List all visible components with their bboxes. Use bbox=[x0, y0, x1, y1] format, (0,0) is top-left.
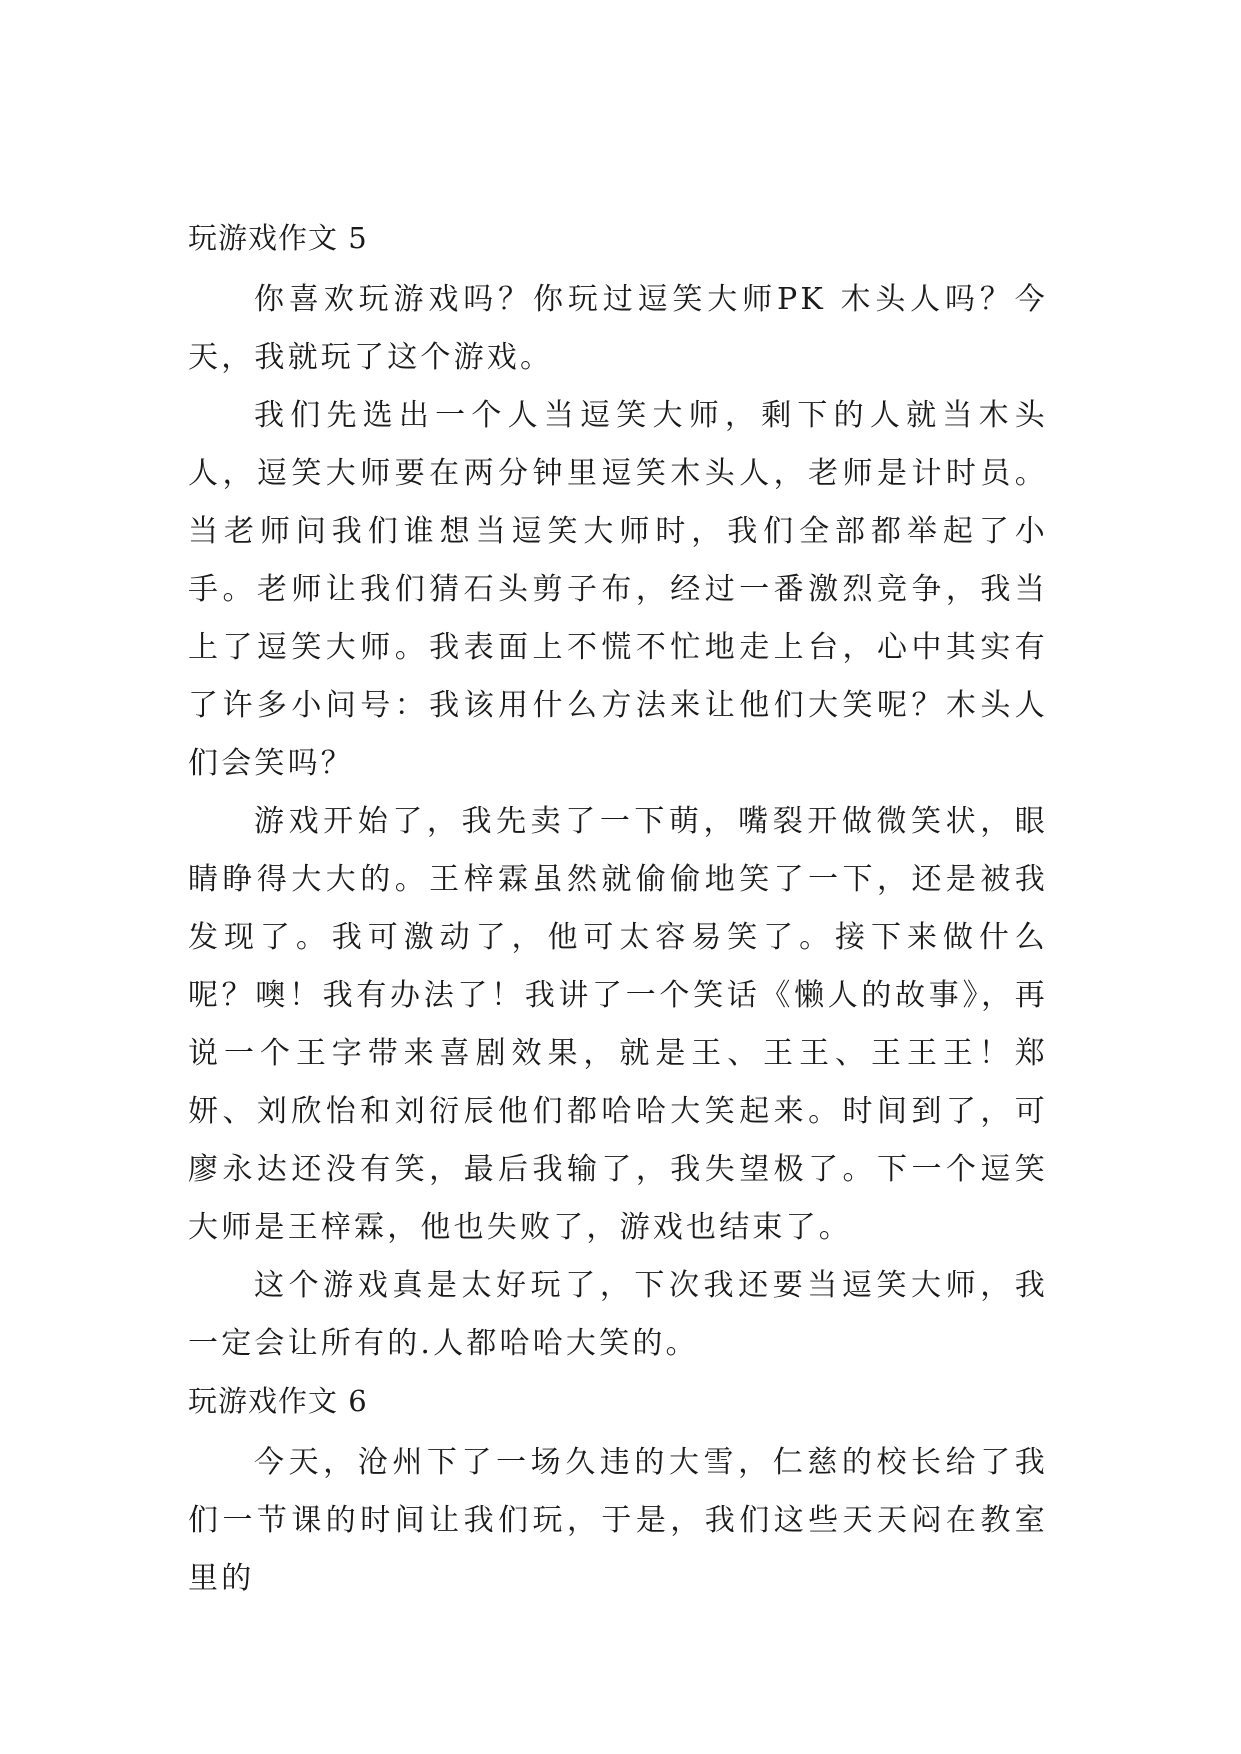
paragraph: 这个游戏真是太好玩了，下次我还要当逗笑大师，我一定会让所有的.人都哈哈大笑的。 bbox=[188, 1268, 1048, 1361]
essay-5 bbox=[188, 218, 1048, 1373]
paragraph: 我们先选出一个人当逗笑大师，剩下的人就当木头人，逗笑大师要在两分钟里逗笑木头人，老师是计时员。当老师问我们谁想当逗笑大师时，我们全部都举起了小手。老师让我们猜石头剪子布，经过一番激烈竞争，我当上了逗笑大师。我表面上不慌不忙地走上台，心中其实有了许多小问号：我该用什么方法来让他们大笑呢？木头人们会笑吗？ bbox=[188, 398, 1048, 781]
essay-title: 玩游戏作文 5 bbox=[188, 221, 368, 255]
essay-6 bbox=[188, 1381, 1048, 1608]
paragraph: 你喜欢玩游戏吗？你玩过逗笑大师PK 木头人吗？今天，我就玩了这个游戏。 bbox=[188, 282, 1048, 375]
paragraph: 今天，沧州下了一场久违的大雪，仁慈的校长给了我们一节课的时间让我们玩，于是，我们这些天天闷在教室里的 bbox=[188, 1445, 1048, 1596]
paragraph: 游戏开始了，我先卖了一下萌，嘴裂开做微笑状，眼睛睁得大大的。王梓霖虽然就偷偷地笑了一下，还是被我发现了。我可激动了，他可太容易笑了。接下来做什么呢？噢！我有办法了！我讲了一个笑话《懒人的故事》，再说一个王字带来喜剧效果，就是王、王王、王王王！郑妍、刘欣怡和刘衍辰他们都哈哈大笑起来。时间到了，可廖永达还没有笑，最后我输了，我失望极了。下一个逗笑大师是王梓霖，他也失败了，游戏也结束了。 bbox=[188, 804, 1048, 1245]
essay-title: 玩游戏作文 6 bbox=[188, 1384, 368, 1418]
